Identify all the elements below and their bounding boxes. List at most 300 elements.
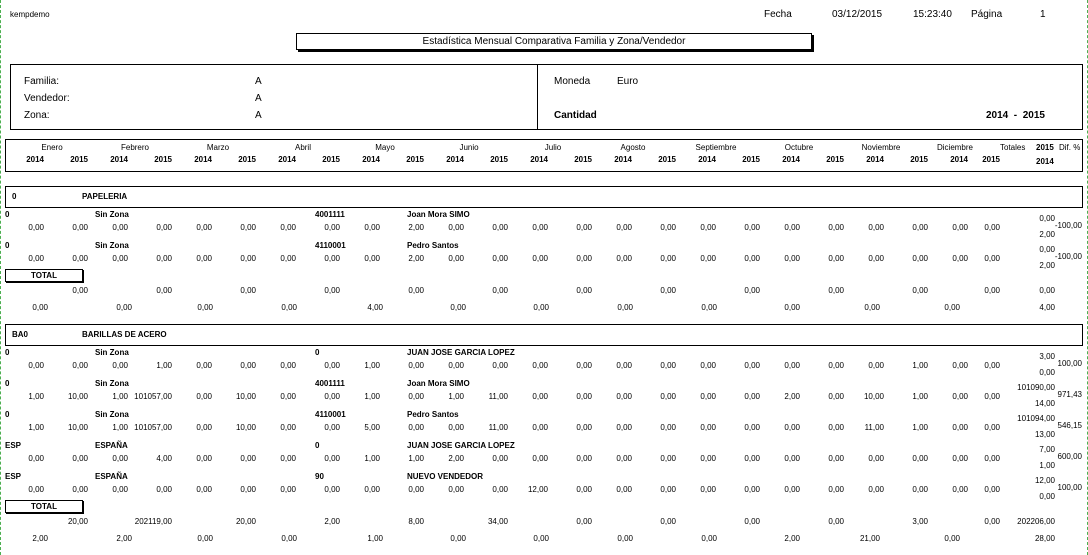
vendedor-value: A <box>255 93 262 104</box>
grand-total-2015: 0,00 <box>1039 286 1055 295</box>
fecha-value: 03/12/2015 <box>832 9 883 20</box>
total-2015-header: 2015 <box>1036 143 1054 152</box>
family-code: BA0 <box>12 330 29 339</box>
year-2015-header: 2015 <box>574 155 592 164</box>
filters-divider <box>537 64 538 130</box>
zone-name: Sin Zona <box>95 210 129 219</box>
month-value: 2,00 <box>408 223 424 232</box>
pagina-value: 1 <box>1040 9 1046 20</box>
month-value: 0,00 <box>952 223 968 232</box>
seller-code: 4001111 <box>315 210 345 219</box>
zona-label: Zona: <box>24 110 50 121</box>
month-value: 0,00 <box>616 485 632 494</box>
month-value: 0,00 <box>952 254 968 263</box>
year-2014-header: 2014 <box>698 155 716 164</box>
total-value-2014: 0,00 <box>450 534 466 543</box>
month-value: 0,00 <box>912 485 928 494</box>
month-value: 0,00 <box>196 392 212 401</box>
month-value: 0,00 <box>280 392 296 401</box>
month-value: 10,00 <box>863 392 884 401</box>
month-value: 10,00 <box>67 392 88 401</box>
month-value: 0,00 <box>952 392 968 401</box>
month-value: 1,00 <box>364 454 380 463</box>
month-value: 0,00 <box>240 223 256 232</box>
seller-name: Joan Mora SIMO <box>407 379 470 388</box>
month-value: 1,00 <box>364 392 380 401</box>
total-value-2014: 0,00 <box>784 303 800 312</box>
month-value: 0,00 <box>112 254 128 263</box>
month-value: 0,00 <box>660 223 676 232</box>
month-value: 0,00 <box>912 454 928 463</box>
total-2014: 0,00 <box>1039 492 1055 501</box>
month-header: Octubre <box>784 143 814 152</box>
totales-header: Totales <box>1000 143 1026 152</box>
zone-code: 0 <box>5 241 10 250</box>
month-value: 0,00 <box>828 223 844 232</box>
month-header: Junio <box>459 143 479 152</box>
seller-name: JUAN JOSE GARCIA LOPEZ <box>407 348 515 357</box>
zone-code: ESP <box>5 441 22 450</box>
total-value-2014: 0,00 <box>197 303 213 312</box>
year-2014-header: 2014 <box>26 155 44 164</box>
month-value: 0,00 <box>196 423 212 432</box>
month-value: 0,00 <box>952 361 968 370</box>
familia-label: Familia: <box>24 76 60 87</box>
month-value: 0,00 <box>492 454 508 463</box>
month-value: 10,00 <box>235 423 256 432</box>
total-value-2015: 0,00 <box>408 286 424 295</box>
month-value: 0,00 <box>576 254 592 263</box>
month-value: 0,00 <box>408 485 424 494</box>
month-value: 0,00 <box>324 223 340 232</box>
month-value: 0,00 <box>324 361 340 370</box>
month-value: 0,00 <box>156 485 172 494</box>
seller-code: 90 <box>315 472 324 481</box>
month-value: 1,00 <box>912 361 928 370</box>
month-value: 0,00 <box>868 361 884 370</box>
month-value: 0,00 <box>660 361 676 370</box>
month-value: 0,00 <box>112 361 128 370</box>
month-value: 101057,00 <box>134 392 172 401</box>
month-value: 0,00 <box>616 254 632 263</box>
month-header: Diciembre <box>936 143 973 152</box>
month-value: 0,00 <box>576 223 592 232</box>
month-value: 0,00 <box>28 485 44 494</box>
month-value: 0,00 <box>784 361 800 370</box>
seller-name: Joan Mora SIMO <box>407 210 470 219</box>
seller-code: 0 <box>315 441 320 450</box>
family-code: 0 <box>12 192 17 201</box>
total-value-2015: 0,00 <box>72 286 88 295</box>
total-value-2015: 0,00 <box>744 286 760 295</box>
zone-name: ESPAÑA <box>95 472 128 481</box>
total-2014: 2,00 <box>1039 230 1055 239</box>
month-value: 1,00 <box>156 361 172 370</box>
month-value: 11,00 <box>488 392 508 401</box>
month-value: 0,00 <box>72 223 88 232</box>
month-value: 0,00 <box>280 361 296 370</box>
year-2014-header: 2014 <box>866 155 884 164</box>
month-header: Mayo <box>375 143 395 152</box>
month-value: 11,00 <box>864 423 884 432</box>
month-value: 0,00 <box>280 423 296 432</box>
month-value: 0,00 <box>744 392 760 401</box>
month-value: 0,00 <box>280 223 296 232</box>
month-value: 0,00 <box>72 485 88 494</box>
year-2015-header: 2015 <box>826 155 844 164</box>
month-value: 0,00 <box>952 454 968 463</box>
year-2014-header: 2014 <box>362 155 380 164</box>
total-value-2014: 0,00 <box>281 303 297 312</box>
page-edge-left <box>0 0 1 555</box>
total-value-2014: 2,00 <box>116 534 132 543</box>
zone-name: Sin Zona <box>95 379 129 388</box>
total-value-2015: 0,00 <box>240 286 256 295</box>
month-header: Julio <box>544 143 562 152</box>
month-value: 0,00 <box>448 361 464 370</box>
total-2014-header: 2014 <box>1036 157 1054 166</box>
month-value: 2,00 <box>448 454 464 463</box>
total-value-2014: 0,00 <box>450 303 466 312</box>
month-value: 0,00 <box>156 254 172 263</box>
month-value: 0,00 <box>868 454 884 463</box>
month-value: 0,00 <box>576 423 592 432</box>
total-value-2014: 4,00 <box>367 303 383 312</box>
month-value: 0,00 <box>240 361 256 370</box>
grand-total-2014: 28,00 <box>1034 534 1055 543</box>
total-value-2015: 0,00 <box>984 286 1000 295</box>
total-2015: 101094,00 <box>1017 414 1055 423</box>
month-value: 0,00 <box>700 361 716 370</box>
month-value: 0,00 <box>984 392 1000 401</box>
zona-value: A <box>255 110 262 121</box>
hora-value: 15:23:40 <box>913 9 952 20</box>
familia-value: A <box>255 76 262 87</box>
month-value: 0,00 <box>72 361 88 370</box>
month-value: 0,00 <box>700 392 716 401</box>
company-name: kempdemo <box>10 10 50 19</box>
family-group-header <box>5 324 1083 346</box>
month-value: 0,00 <box>616 361 632 370</box>
years-range: 2014 - 2015 <box>986 110 1045 121</box>
total-value-2014: 0,00 <box>533 303 549 312</box>
month-value: 0,00 <box>660 454 676 463</box>
total-value-2015: 0,00 <box>576 286 592 295</box>
month-value: 0,00 <box>532 223 548 232</box>
year-2014-header: 2014 <box>194 155 212 164</box>
total-value-2015: 8,00 <box>408 517 424 526</box>
month-value: 0,00 <box>448 423 464 432</box>
total-2014: 13,00 <box>1034 430 1055 439</box>
month-value: 0,00 <box>364 223 380 232</box>
month-value: 4,00 <box>156 454 172 463</box>
total-value-2015: 0,00 <box>156 286 172 295</box>
month-value: 0,00 <box>196 254 212 263</box>
zone-code: 0 <box>5 210 10 219</box>
total-2014: 14,00 <box>1034 399 1055 408</box>
total-value-2015: 0,00 <box>744 517 760 526</box>
month-value: 0,00 <box>984 223 1000 232</box>
dif-percent: 100,00 <box>1057 483 1082 492</box>
dif-percent: 971,43 <box>1057 390 1082 399</box>
total-2014: 0,00 <box>1039 368 1055 377</box>
month-value: 0,00 <box>532 392 548 401</box>
month-value: 0,00 <box>324 454 340 463</box>
month-value: 0,00 <box>448 485 464 494</box>
month-value: 0,00 <box>112 485 128 494</box>
month-value: 0,00 <box>828 485 844 494</box>
family-name: PAPELERIA <box>82 192 128 201</box>
month-value: 0,00 <box>952 423 968 432</box>
total-2014: 1,00 <box>1039 461 1055 470</box>
month-value: 0,00 <box>784 223 800 232</box>
year-2015-header: 2015 <box>490 155 508 164</box>
month-value: 0,00 <box>868 254 884 263</box>
total-2015: 0,00 <box>1039 245 1055 254</box>
dif-percent: 546,15 <box>1057 421 1082 430</box>
year-2015-header: 2015 <box>742 155 760 164</box>
total-label: TOTAL <box>5 500 83 513</box>
month-value: 0,00 <box>784 254 800 263</box>
dif-header: Dif. % <box>1059 143 1081 152</box>
month-value: 0,00 <box>660 485 676 494</box>
grand-total-2015: 202206,00 <box>1017 517 1055 526</box>
total-value-2014: 0,00 <box>116 303 132 312</box>
month-header: Septiembre <box>695 143 737 152</box>
total-value-2015: 0,00 <box>324 286 340 295</box>
month-value: 0,00 <box>576 485 592 494</box>
month-header: Abril <box>294 143 311 152</box>
month-value: 0,00 <box>984 423 1000 432</box>
total-value-2014: 0,00 <box>617 303 633 312</box>
dif-percent: 600,00 <box>1057 452 1082 461</box>
total-value-2015: 0,00 <box>912 286 928 295</box>
month-value: 0,00 <box>828 454 844 463</box>
year-2014-header: 2014 <box>278 155 296 164</box>
total-2015: 3,00 <box>1039 352 1055 361</box>
year-2015-header: 2015 <box>70 155 88 164</box>
month-value: 0,00 <box>984 454 1000 463</box>
dif-percent: -100,00 <box>1054 252 1082 261</box>
zone-name: ESPAÑA <box>95 441 128 450</box>
month-value: 0,00 <box>532 423 548 432</box>
total-2015: 7,00 <box>1039 445 1055 454</box>
month-value: 1,00 <box>408 454 424 463</box>
total-value-2014: 0,00 <box>617 534 633 543</box>
total-2015: 12,00 <box>1034 476 1055 485</box>
year-2015-header: 2015 <box>322 155 340 164</box>
total-value-2014: 0,00 <box>944 534 960 543</box>
vendedor-label: Vendedor: <box>24 93 70 104</box>
month-value: 0,00 <box>660 392 676 401</box>
year-2015-header: 2015 <box>982 155 1000 164</box>
month-value: 1,00 <box>364 361 380 370</box>
month-value: 0,00 <box>196 361 212 370</box>
month-value: 0,00 <box>492 223 508 232</box>
seller-code: 4110001 <box>315 241 346 250</box>
total-value-2015: 20,00 <box>235 517 256 526</box>
dif-percent: -100,00 <box>1054 221 1082 230</box>
dif-percent: 100,00 <box>1057 359 1082 368</box>
month-value: 0,00 <box>828 392 844 401</box>
seller-name: Pedro Santos <box>407 410 459 419</box>
total-value-2014: 0,00 <box>944 303 960 312</box>
month-value: 0,00 <box>28 361 44 370</box>
month-value: 0,00 <box>744 254 760 263</box>
month-value: 0,00 <box>448 223 464 232</box>
month-value: 0,00 <box>364 485 380 494</box>
year-2014-header: 2014 <box>110 155 128 164</box>
total-value-2015: 0,00 <box>492 286 508 295</box>
month-value: 0,00 <box>700 485 716 494</box>
month-value: 0,00 <box>744 454 760 463</box>
grand-total-2014: 4,00 <box>1039 303 1055 312</box>
pagina-label: Página <box>971 9 1003 20</box>
moneda-value: Euro <box>617 76 639 87</box>
month-value: 0,00 <box>324 254 340 263</box>
month-header: Marzo <box>206 143 230 152</box>
month-value: 0,00 <box>492 485 508 494</box>
month-value: 1,00 <box>28 392 44 401</box>
total-2015: 0,00 <box>1039 214 1055 223</box>
month-value: 0,00 <box>984 254 1000 263</box>
month-value: 0,00 <box>28 223 44 232</box>
total-value-2015: 34,00 <box>487 517 508 526</box>
month-value: 101057,00 <box>134 423 172 432</box>
year-2015-header: 2015 <box>910 155 928 164</box>
month-value: 0,00 <box>408 361 424 370</box>
total-value-2014: 0,00 <box>701 534 717 543</box>
month-value: 0,00 <box>828 423 844 432</box>
month-value: 1,00 <box>912 392 928 401</box>
total-2014: 2,00 <box>1039 261 1055 270</box>
month-value: 2,00 <box>408 254 424 263</box>
month-value: 0,00 <box>784 485 800 494</box>
total-value-2014: 0,00 <box>864 303 880 312</box>
month-value: 0,00 <box>700 454 716 463</box>
month-value: 0,00 <box>156 223 172 232</box>
month-value: 0,00 <box>700 223 716 232</box>
month-value: 0,00 <box>576 392 592 401</box>
month-value: 0,00 <box>280 254 296 263</box>
year-2014-header: 2014 <box>950 155 968 164</box>
zone-code: 0 <box>5 348 10 357</box>
month-value: 0,00 <box>616 423 632 432</box>
month-value: 0,00 <box>448 254 464 263</box>
month-value: 0,00 <box>408 423 424 432</box>
year-2014-header: 2014 <box>446 155 464 164</box>
month-value: 1,00 <box>448 392 464 401</box>
total-value-2014: 2,00 <box>32 534 48 543</box>
month-value: 0,00 <box>72 254 88 263</box>
year-2014-header: 2014 <box>614 155 632 164</box>
moneda-label: Moneda <box>554 76 591 87</box>
month-header: Agosto <box>620 143 646 152</box>
month-header: Enero <box>41 143 63 152</box>
zone-name: Sin Zona <box>95 410 129 419</box>
month-value: 0,00 <box>492 254 508 263</box>
month-value: 10,00 <box>235 392 256 401</box>
month-value: 0,00 <box>784 454 800 463</box>
total-value-2015: 0,00 <box>828 286 844 295</box>
month-value: 0,00 <box>744 423 760 432</box>
month-value: 1,00 <box>912 423 928 432</box>
month-value: 0,00 <box>576 454 592 463</box>
filters-panel <box>10 64 1083 130</box>
total-value-2015: 2,00 <box>324 517 340 526</box>
month-value: 10,00 <box>67 423 88 432</box>
month-value: 0,00 <box>240 485 256 494</box>
total-2015: 101090,00 <box>1017 383 1055 392</box>
total-value-2015: 20,00 <box>67 517 88 526</box>
month-value: 0,00 <box>28 254 44 263</box>
family-name: BARILLAS DE ACERO <box>82 330 167 339</box>
month-value: 0,00 <box>868 485 884 494</box>
fecha-label: Fecha <box>764 9 792 20</box>
year-2015-header: 2015 <box>406 155 424 164</box>
month-value: 0,00 <box>492 361 508 370</box>
year-2014-header: 2014 <box>530 155 548 164</box>
seller-name: JUAN JOSE GARCIA LOPEZ <box>407 441 515 450</box>
month-value: 0,00 <box>280 485 296 494</box>
month-value: 0,00 <box>280 454 296 463</box>
month-value: 0,00 <box>196 454 212 463</box>
month-value: 0,00 <box>240 454 256 463</box>
month-value: 0,00 <box>744 361 760 370</box>
month-value: 0,00 <box>828 361 844 370</box>
month-value: 0,00 <box>324 485 340 494</box>
total-value-2014: 21,00 <box>859 534 880 543</box>
family-group-header <box>5 186 1083 208</box>
total-value-2015: 202119,00 <box>134 517 172 526</box>
month-value: 0,00 <box>952 485 968 494</box>
seller-code: 0 <box>315 348 320 357</box>
month-value: 0,00 <box>196 223 212 232</box>
year-2015-header: 2015 <box>238 155 256 164</box>
month-value: 0,00 <box>616 392 632 401</box>
total-value-2015: 0,00 <box>984 517 1000 526</box>
month-value: 0,00 <box>660 423 676 432</box>
seller-code: 4001111 <box>315 379 345 388</box>
month-value: 12,00 <box>527 485 548 494</box>
month-value: 5,00 <box>364 423 380 432</box>
month-value: 0,00 <box>616 454 632 463</box>
total-value-2014: 0,00 <box>533 534 549 543</box>
month-value: 11,00 <box>488 423 508 432</box>
year-2015-header: 2015 <box>658 155 676 164</box>
zone-code: ESP <box>5 472 22 481</box>
month-value: 0,00 <box>532 361 548 370</box>
total-value-2014: 2,00 <box>784 534 800 543</box>
month-value: 0,00 <box>700 423 716 432</box>
total-value-2014: 0,00 <box>281 534 297 543</box>
month-value: 0,00 <box>408 392 424 401</box>
month-value: 0,00 <box>744 485 760 494</box>
month-value: 1,00 <box>28 423 44 432</box>
month-value: 0,00 <box>660 254 676 263</box>
total-value-2014: 0,00 <box>32 303 48 312</box>
month-value: 0,00 <box>324 392 340 401</box>
month-value: 0,00 <box>324 423 340 432</box>
seller-name: NUEVO VENDEDOR <box>407 472 484 481</box>
month-value: 0,00 <box>616 223 632 232</box>
total-label: TOTAL <box>5 269 83 282</box>
month-value: 0,00 <box>784 423 800 432</box>
month-value: 0,00 <box>112 454 128 463</box>
seller-code: 4110001 <box>315 410 346 419</box>
cantidad-label: Cantidad <box>554 110 597 121</box>
month-value: 0,00 <box>196 485 212 494</box>
